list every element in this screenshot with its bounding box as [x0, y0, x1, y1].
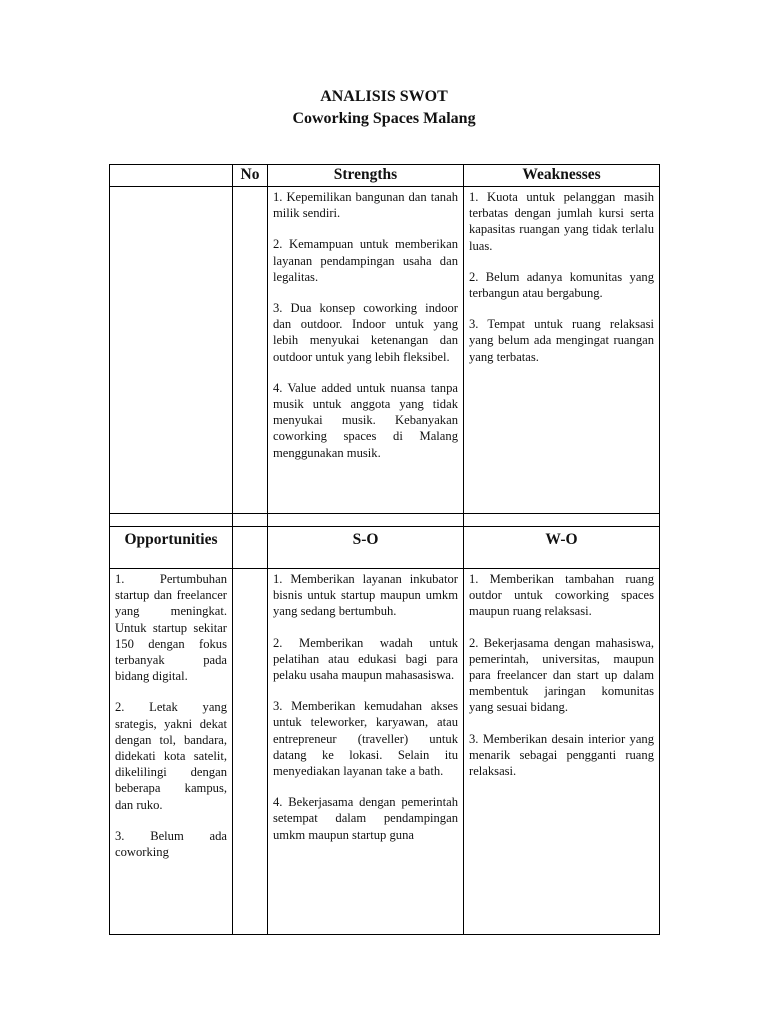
- so-cell: [268, 569, 464, 935]
- strength-item: 1. Kepemilikan bangunan dan tanah milik sendiri.: [273, 190, 458, 221]
- opportunities-cell: [110, 569, 233, 935]
- so-item: 2. Memberikan wadah untuk pelatihan atau edukasi bagi para pelaku usaha maupun mahasasiswa.: [273, 635, 458, 683]
- document-title: ANALISIS SWOT: [320, 88, 448, 105]
- no-cell: [233, 187, 268, 514]
- strengths-cell: [268, 187, 464, 514]
- strength-item: 2. Kemampuan untuk memberikan layanan pendampingan usaha dan legalitas.: [273, 237, 458, 284]
- document-subtitle: Coworking Spaces Malang: [292, 110, 476, 127]
- spacer-cell: [464, 514, 660, 527]
- weakness-item: 1. Kuota untuk pelanggan masih terbatas dengan jumlah kursi serta kapasitas ruangan yang tidak terlalu luas.: [469, 190, 654, 253]
- strategy-header-row: [110, 527, 660, 569]
- spacer-row: [110, 514, 660, 527]
- spacer-cell: [110, 514, 233, 527]
- so-item: 3. Memberikan kemudahan akses untuk teleworker, karyawan, atau entrepreneur (traveller) untuk datang ke lokasi. Selain itu menyediakan layanan take a bath.: [273, 699, 458, 779]
- header-row: [110, 165, 660, 187]
- opportunities-row: [110, 569, 660, 935]
- strengths-header: Strengths: [268, 165, 464, 187]
- document-header: [0, 86, 768, 130]
- wo-cell: [464, 569, 660, 935]
- empty-cell: [110, 187, 233, 514]
- no-cell: [233, 569, 268, 935]
- so-item: 1. Memberikan layanan inkubator bisnis untuk startup maupun umkm yang sedang bertumbuh.: [273, 572, 458, 619]
- weakness-item: 3. Tempat untuk ruang relaksasi yang belum ada mengingat ruangan yang terbatas.: [469, 317, 654, 364]
- so-header: S-O: [268, 527, 464, 569]
- opportunity-item: 3. Belum ada coworking: [115, 828, 227, 860]
- so-item: 4. Bekerjasama dengan pemerintah setempat dalam pendampingan umkm maupun startup guna: [273, 795, 458, 842]
- wo-header: W-O: [464, 527, 660, 569]
- no-cell: [233, 527, 268, 569]
- spacer-cell: [268, 514, 464, 527]
- wo-item: 2. Bekerjasama dengan mahasiswa, pemerintah, universitas, maupun para freelancer dan start up dalam membentuk jaringan komunitas yang sesuai bidang.: [469, 635, 654, 715]
- weaknesses-header: Weaknesses: [464, 165, 660, 187]
- wo-item: 3. Memberikan desain interior yang menarik sebagai pengganti ruang relaksasi.: [469, 731, 654, 779]
- swot-table: [109, 164, 660, 935]
- weakness-item: 2. Belum adanya komunitas yang terbangun atau bergabung.: [469, 269, 654, 301]
- weaknesses-cell: [464, 187, 660, 514]
- strength-item: 3. Dua konsep coworking indoor dan outdoor. Indoor untuk yang lebih menyukai ketenangan dan outdoor untuk yang lebih fleksibel.: [273, 301, 458, 364]
- strengths-weaknesses-row: [110, 187, 660, 514]
- opportunity-item: 1. Pertumbuhan startup dan freelancer yang meningkat. Untuk startup sekitar 150 dengan fokus terbanyak pada bidang digital.: [115, 572, 227, 684]
- strength-item: 4. Value added untuk nuansa tanpa musik untuk anggota yang tidak menyukai musik. Kebanyakan coworking spaces di Malang menggunakan musik.: [273, 380, 458, 460]
- opportunity-item: 2. Letak yang srategis, yakni dekat dengan tol, bandara, didekati kota satelit, dikelilingi dengan beberapa kampus, dan ruko.: [115, 700, 227, 812]
- no-header: No: [233, 165, 268, 187]
- corner-cell: [110, 165, 233, 187]
- wo-item: 1. Memberikan tambahan ruang outdor untuk coworking spaces maupun ruang relaksasi.: [469, 572, 654, 619]
- opportunities-header: Opportunities: [110, 527, 233, 569]
- spacer-cell: [233, 514, 268, 527]
